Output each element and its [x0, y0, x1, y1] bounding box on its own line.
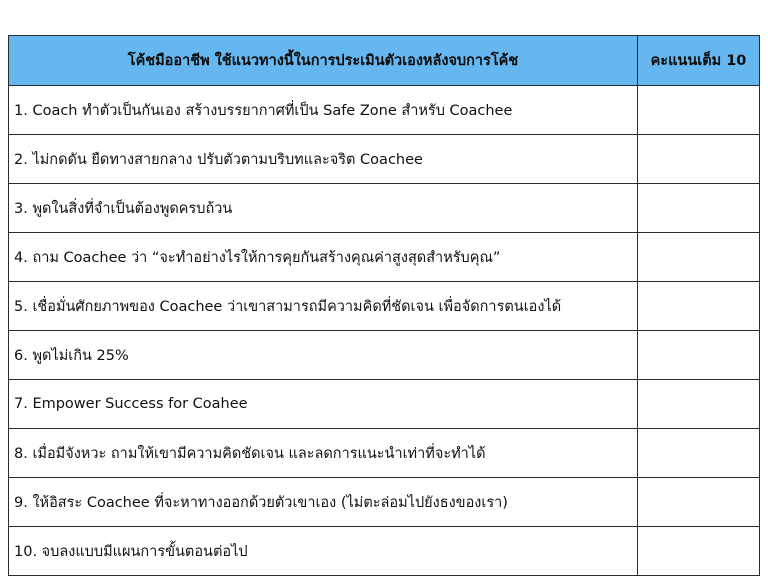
criterion-text: 3. พูดในสิ่งที่จำเป็นต้องพูดครบถ้วน [9, 184, 638, 233]
score-cell[interactable] [638, 478, 760, 527]
table-row [9, 86, 760, 135]
table-row [9, 380, 760, 429]
table-row [9, 429, 760, 478]
score-cell[interactable] [638, 282, 760, 331]
header-title: โค้ชมืออาชีพ ใช้แนวทางนี้ในการประเมินตัวเองหลังจบการโค้ช [9, 36, 638, 86]
table-row [9, 527, 760, 576]
criterion-text: 7. Empower Success for Coahee [9, 380, 638, 429]
table-row [9, 331, 760, 380]
table-row [9, 135, 760, 184]
score-cell[interactable] [638, 331, 760, 380]
criterion-text: 5. เชื่อมั่นศักยภาพของ Coachee ว่าเขาสามารถมีความคิดที่ชัดเจน เพื่อจัดการตนเองได้ [9, 282, 638, 331]
score-cell[interactable] [638, 184, 760, 233]
criterion-text: 1. Coach ทำตัวเป็นกันเอง สร้างบรรยากาศที่เป็น Safe Zone สำหรับ Coachee [9, 86, 638, 135]
score-cell[interactable] [638, 86, 760, 135]
criterion-text: 10. จบลงแบบมีแผนการขั้นตอนต่อไป [9, 527, 638, 576]
table-row [9, 478, 760, 527]
criterion-text: 8. เมื่อมีจังหวะ ถามให้เขามีความคิดชัดเจน และลดการแนะนำเท่าที่จะทำได้ [9, 429, 638, 478]
table-row [9, 282, 760, 331]
criterion-text: 9. ให้อิสระ Coachee ที่จะหาทางออกด้วยตัวเขาเอง (ไม่ตะล่อมไปยังธงของเรา) [9, 478, 638, 527]
score-cell[interactable] [638, 135, 760, 184]
score-cell[interactable] [638, 233, 760, 282]
score-cell[interactable] [638, 527, 760, 576]
table-row [9, 233, 760, 282]
criterion-text: 2. ไม่กดดัน ยืดทางสายกลาง ปรับตัวตามบริบทและจริต Coachee [9, 135, 638, 184]
table-header-row [9, 36, 760, 86]
score-cell[interactable] [638, 380, 760, 429]
self-assessment-table [8, 35, 760, 576]
table-row [9, 184, 760, 233]
criterion-text: 6. พูดไม่เกิน 25% [9, 331, 638, 380]
score-cell[interactable] [638, 429, 760, 478]
header-score-label: คะแนนเต็ม 10 [638, 36, 760, 86]
criterion-text: 4. ถาม Coachee ว่า “จะทำอย่างไรให้การคุยกันสร้างคุณค่าสูงสุดสำหรับคุณ” [9, 233, 638, 282]
